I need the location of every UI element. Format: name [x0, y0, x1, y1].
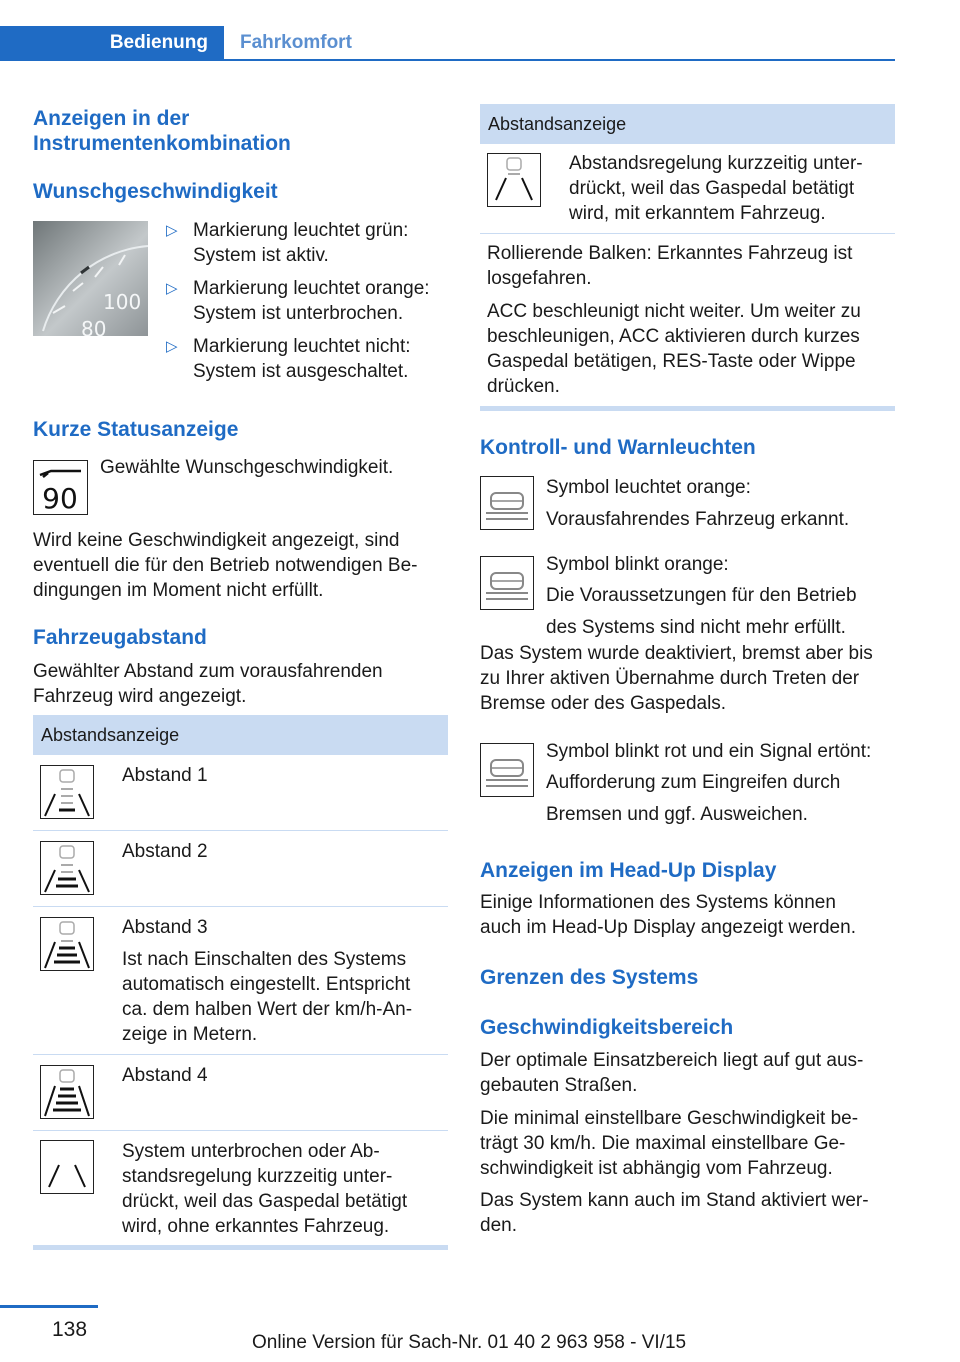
section-title-instrument — [33, 106, 291, 156]
section-title-line2: Instrumentenkombination — [33, 132, 291, 155]
table-row-divider — [33, 1054, 448, 1055]
table-row-divider — [33, 906, 448, 907]
distance-3-icon — [40, 917, 94, 971]
hud-paragraph: Einige Informationen des Systems können auch im Head-Up Display angezeigt werden. — [480, 892, 856, 938]
rollierende-balken-text: Rollierende Balken: Erkanntes Fahrzeug ist losgefahren. — [487, 243, 853, 289]
footer-version-text: Online Version für Sach-Nr. 01 40 2 963 958 - VI/15 — [252, 1332, 687, 1353]
heading-fahrzeugabstand: Fahrzeugabstand — [33, 626, 207, 649]
wunsch-bullet-list — [166, 218, 451, 392]
gauge-80-label: 80 — [81, 317, 107, 336]
kontroll-item-2: Symbol blinkt orange: Die Voraussetzungen für den Betrieb des Systems sind nicht mehr erfüllt. — [546, 554, 857, 638]
table-header-left: Abstandsanzeige — [33, 715, 448, 755]
triangle-bullet-icon: ▷ — [166, 280, 178, 297]
heading-kurze-statusanzeige: Kurze Statusanzeige — [33, 418, 239, 441]
tab-divider — [0, 59, 895, 61]
car-warning-icon — [480, 743, 534, 797]
kurz-paragraph: Wird keine Geschwindigkeit angezeigt, sind eventuell die für den Betrieb notwendigen Be‐ dingungen im Moment nicht erfüllt. — [33, 530, 418, 601]
distance-2-icon — [40, 841, 94, 895]
distance-1-icon — [40, 765, 94, 819]
footer-accent-line — [0, 1305, 98, 1308]
tab-fahrkomfort[interactable]: Fahrkomfort — [240, 32, 352, 53]
heading-head-up-display: Anzeigen im Head-Up Display — [480, 859, 777, 882]
heading-geschwindigkeitsbereich: Geschwindigkeitsbereich — [480, 1016, 734, 1039]
table-row-divider — [33, 830, 448, 831]
table-row-description: Abstandsregelung kurzzeitig unter‐ drückt, weil das Gaspedal betätigt wird, mit erkanntem Fahrzeug. — [569, 153, 863, 224]
distance-4-icon — [40, 1065, 94, 1119]
table-bottom-border — [480, 406, 895, 411]
tab-bedienung[interactable]: Bedienung — [0, 26, 224, 60]
distance-off-icon — [40, 1140, 94, 1194]
kontroll-paragraph: Das System wurde deaktiviert, bremst aber bis zu Ihrer aktiven Übernahme durch Treten der Bremse oder des Gaspedals. — [480, 643, 873, 714]
gauge-100-label: 100 — [103, 290, 142, 314]
car-indicator-icon — [480, 476, 534, 530]
speedometer-graphic — [33, 221, 148, 336]
section-title-line1: Anzeigen in der — [33, 107, 190, 130]
chapter-tabs — [0, 26, 895, 62]
speed-value-label: 90 — [42, 482, 78, 514]
table-row-description: System unterbrochen oder Ab‐ standsregelung kurzzeitig unter‐ drückt, weil das Gaspedal betätigt wird, ohne erkanntes Fahrzeug. — [122, 1141, 408, 1237]
distance-vehicle-icon — [487, 153, 541, 207]
table-row-divider — [480, 233, 895, 234]
heading-grenzen: Grenzen des Systems — [480, 966, 699, 989]
triangle-bullet-icon: ▷ — [166, 222, 178, 239]
heading-wunschgeschwindigkeit: Wunschgeschwindigkeit — [33, 180, 278, 203]
table-row-description: Ist nach Einschalten des Systems automatisch eingestellt. Entspricht ca. dem halben Wert der km/h-An‐ zeige in Metern. — [122, 949, 413, 1045]
table-row-label: Abstand 2 — [122, 841, 208, 862]
kontroll-item-1: Symbol leuchtet orange: Vorausfahrendes Fahrzeug erkannt. — [546, 477, 850, 530]
fahrzeug-paragraph: Gewählter Abstand zum vorausfahrenden Fahrzeug wird angezeigt. — [33, 661, 383, 707]
car-indicator-icon — [480, 556, 534, 610]
table-row-divider — [33, 1130, 448, 1131]
list-item: ▷ Markierung leuchtet grün: System ist aktiv. — [166, 220, 409, 266]
table-row-label: Abstand 1 — [122, 765, 208, 786]
speed-90-icon — [33, 460, 88, 515]
page-number: 138 — [52, 1318, 88, 1341]
speedometer-image — [33, 221, 148, 336]
table-header-right: Abstandsanzeige — [480, 104, 895, 144]
kontroll-item-3: Symbol blinkt rot und ein Signal ertönt: Aufforderung zum Eingreifen durch Bremsen und ggf. Ausweichen. — [546, 741, 872, 825]
table-row-label: Abstand 3 — [122, 917, 208, 938]
geschw-paragraph-1: Der optimale Einsatzbereich liegt auf gut aus‐ gebauten Straßen. — [480, 1050, 864, 1096]
list-item: ▷ Markierung leuchtet nicht: System ist ausgeschaltet. — [166, 336, 411, 382]
geschw-paragraph-2: Die minimal einstellbare Geschwindigkeit be‐ trägt 30 km/h. Die maximal einstellbare Ge‐ schwindigkeit ist abhängig vom Fahrzeug. — [480, 1108, 859, 1179]
list-item: ▷ Markierung leuchtet orange: System ist unterbrochen. — [166, 278, 430, 324]
heading-kontroll-warnleuchten: Kontroll- und Warnleuchten — [480, 436, 756, 459]
geschw-paragraph-3: Das System kann auch im Stand aktiviert wer‐ den. — [480, 1190, 869, 1236]
kurz-description: Gewählte Wunschgeschwindigkeit. — [100, 457, 394, 478]
triangle-bullet-icon: ▷ — [166, 338, 178, 355]
table-bottom-border — [33, 1245, 448, 1250]
table-row-label: Abstand 4 — [122, 1065, 208, 1086]
acc-text: ACC beschleunigt nicht weiter. Um weiter zu beschleunigen, ACC aktivieren durch kurzes Gaspedal betätigen, RES-Taste oder Wippe drücken. — [487, 301, 861, 397]
